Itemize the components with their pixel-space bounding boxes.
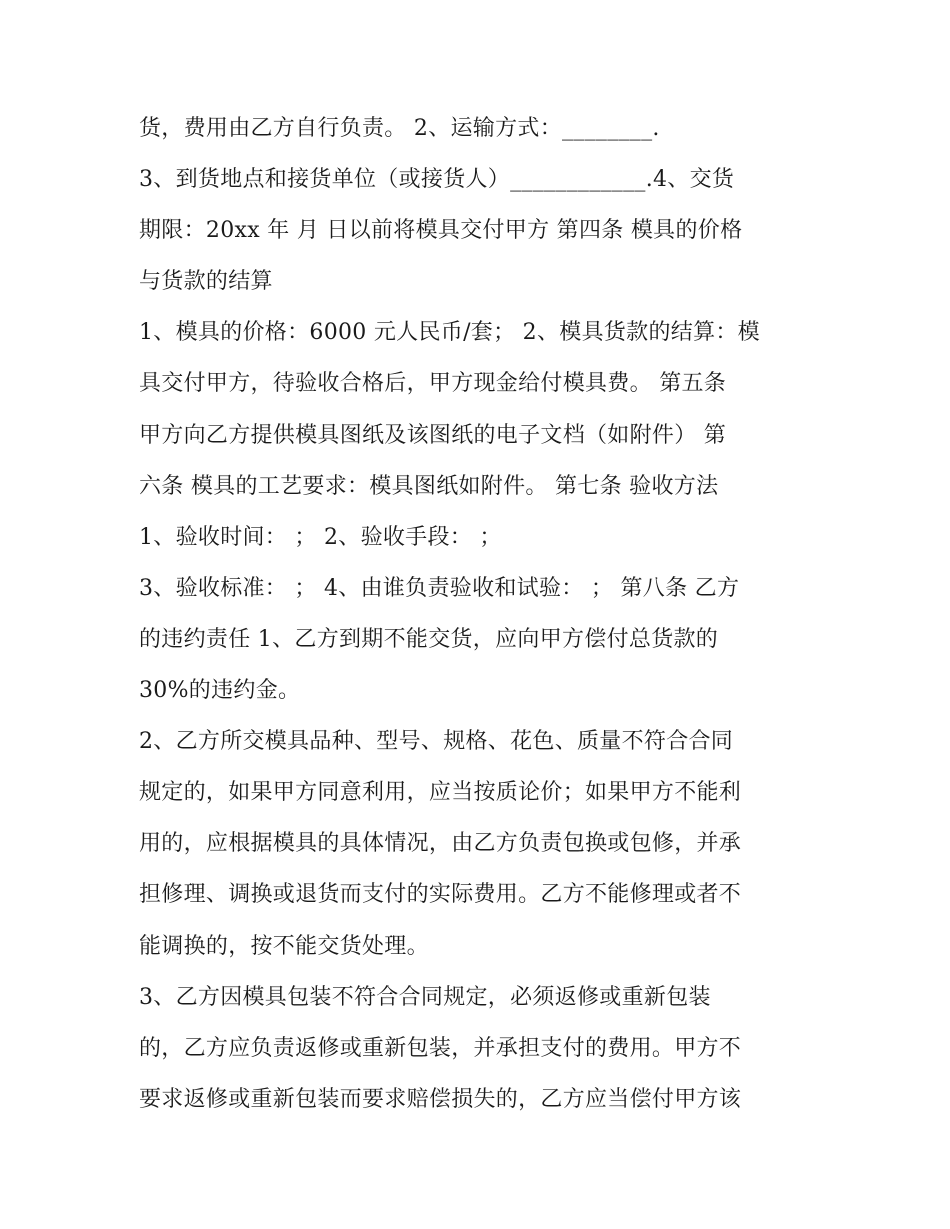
text-line: 2、乙方所交模具品种、型号、规格、花色、质量不符合合同 xyxy=(139,729,734,755)
text-line: 能调换的，按不能交货处理。 xyxy=(139,933,429,959)
text-line: 用的，应根据模具的具体情况，由乙方负责包换或包修，并承 xyxy=(139,831,742,857)
text-line: 要求返修或重新包装而要求赔偿损失的，乙方应当偿付甲方该 xyxy=(139,1086,742,1112)
contract-text-body xyxy=(139,103,819,1125)
text-line: 甲方向乙方提供模具图纸及该图纸的电子文档（如附件） 第 xyxy=(139,422,727,448)
text-line: 与货款的结算 xyxy=(139,269,273,295)
text-line: 的，乙方应负责返修或重新包装，并承担支付的费用。甲方不 xyxy=(139,1035,742,1061)
text-line: 担修理、调换或退货而支付的实际费用。乙方不能修理或者不 xyxy=(139,882,742,908)
text-line: 30%的违约金。 xyxy=(139,678,301,704)
text-line: 六条 模具的工艺要求：模具图纸如附件。 第七条 验收方法 xyxy=(139,473,719,499)
text-line: 期限：20xx 年 月 日以前将模具交付甲方 第四条 模具的价格 xyxy=(139,218,743,244)
text-line: 规定的，如果甲方同意利用，应当按质论价；如果甲方不能利 xyxy=(139,780,742,806)
text-line: 3、乙方因模具包装不符合合同规定，必须返修或重新包装 xyxy=(139,984,711,1010)
text-line: 3、验收标准： ； 4、由谁负责验收和试验： ； 第八条 乙方 xyxy=(139,575,740,601)
text-line: 1、验收时间： ； 2、验收手段： ； xyxy=(139,524,502,550)
text-line: 货，费用由乙方自行负责。 2、运输方式：________. xyxy=(139,116,660,141)
text-line: 的违约责任 1、乙方到期不能交货，应向甲方偿付总货款的 xyxy=(139,626,719,652)
text-line: 具交付甲方，待验收合格后，甲方现金给付模具费。 第五条 xyxy=(139,371,727,397)
text-line: 3、到货地点和接货单位（或接货人）____________.4、交货 xyxy=(139,167,735,193)
text-line: 1、模具的价格：6000 元人民币/套； 2、模具货款的结算：模 xyxy=(139,320,760,346)
